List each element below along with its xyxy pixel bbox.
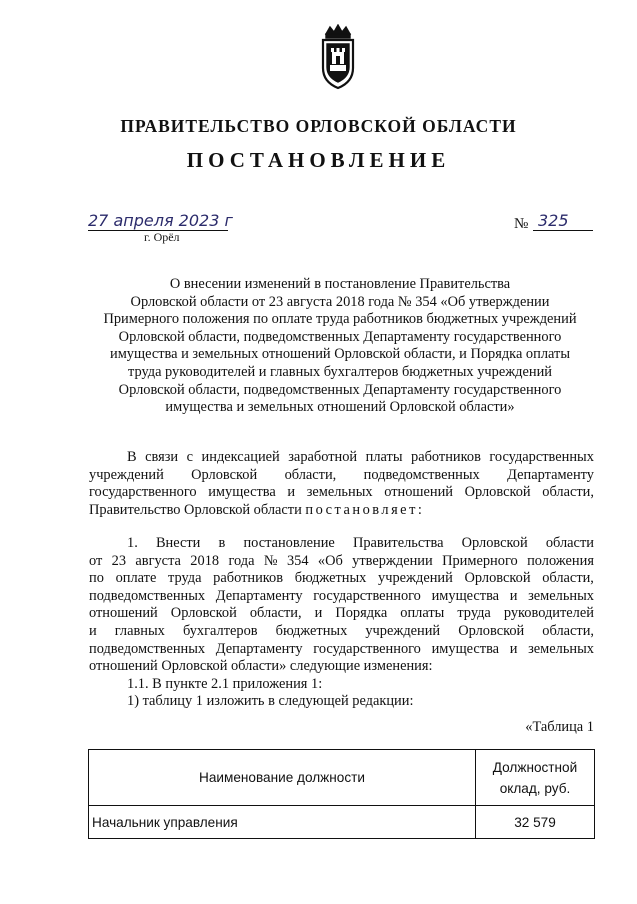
word: земельных — [528, 640, 594, 657]
word: работников — [411, 449, 481, 465]
salary-cell: 32 579 — [476, 806, 595, 839]
word: отношений — [384, 484, 453, 501]
word: 2018 — [190, 552, 220, 569]
position-cell: Начальник управления — [89, 806, 476, 839]
word: Орловской — [170, 605, 237, 622]
word: учреждений — [378, 570, 453, 587]
word: Внести — [155, 535, 201, 551]
word: государственных — [489, 449, 594, 465]
word: области, — [542, 570, 594, 587]
preamble-colon: : — [417, 501, 422, 518]
document-subject — [80, 276, 600, 417]
word: труда — [457, 605, 491, 622]
justified-line — [89, 535, 594, 553]
subject-line: О внесении изменений в постановление Правительства — [169, 276, 511, 292]
subject-line: труда руководителей и главных бухгалтеров бюджетных учреждений — [127, 363, 552, 380]
word: Правительства — [352, 535, 444, 551]
word: земельных — [528, 587, 594, 604]
word: руководителей — [503, 605, 594, 622]
word: имущества — [431, 587, 500, 604]
word: государственного — [313, 587, 421, 604]
subject-line: Орловской области от 23 августа 2018 года № 354 «Об утверждении — [130, 293, 550, 310]
handwritten-date: 27 апреля 2023 г — [88, 211, 233, 230]
word: подведомственных — [89, 587, 206, 604]
word: государственного — [313, 640, 421, 657]
word: оплаты — [400, 605, 445, 622]
subject-line: имущества и земельных отношений Орловской области» — [165, 399, 515, 416]
subject-line: Орловской области, подведомственных Департаменту государственного — [118, 381, 562, 398]
column-header-position: Наименование должности — [89, 750, 476, 806]
word: В — [127, 449, 137, 465]
word: области, — [284, 466, 337, 483]
word: учреждений — [365, 622, 441, 639]
word: Орловской — [461, 535, 528, 551]
word: и — [314, 605, 323, 622]
word: постановление — [243, 535, 335, 551]
word: Департаменту — [215, 587, 303, 604]
justified-line — [89, 605, 594, 623]
word: подведомственных — [89, 640, 206, 657]
word: отношений — [89, 605, 158, 622]
column-header-salary: Должностной оклад, руб. — [476, 750, 595, 806]
word: утверждении — [352, 552, 433, 569]
word: связи — [145, 449, 179, 465]
word: государственного — [89, 484, 197, 501]
justified-line — [89, 484, 594, 502]
word: Орловской — [458, 622, 525, 639]
word: 23 — [111, 552, 127, 569]
organization-name: ПРАВИТЕЛЬСТВО ОРЛОВСКОЙ ОБЛАСТИ — [120, 116, 517, 136]
document-type-title: ПОСТАНОВЛЕНИЕ — [186, 148, 451, 172]
word: августа — [135, 552, 181, 569]
word: 1. — [127, 535, 138, 551]
word: бухгалтеров — [182, 622, 258, 639]
preamble-text: Правительство Орловской области — [89, 501, 306, 518]
table-row — [89, 806, 595, 839]
justified-line — [89, 588, 594, 606]
number-sign: № — [514, 216, 529, 232]
clause-1 — [89, 535, 594, 711]
word: и — [509, 587, 518, 604]
decree-verb: постановляет — [305, 501, 418, 518]
word: бюджетных — [275, 622, 348, 639]
word: Орловской — [191, 466, 258, 483]
handwritten-number: 325 — [538, 211, 569, 230]
word: труда — [168, 570, 202, 587]
word: и — [509, 640, 518, 657]
word: бюджетных — [294, 570, 367, 587]
word: подведомственных — [363, 466, 480, 483]
word: в — [218, 535, 226, 551]
word: имущества — [208, 484, 276, 501]
number-underline — [533, 230, 593, 231]
word: области — [545, 535, 594, 551]
word: заработной — [288, 449, 358, 465]
preamble-paragraph — [89, 449, 594, 519]
city-label: г. Орёл — [144, 230, 180, 244]
word: по — [89, 570, 104, 587]
coat-of-arms-icon — [317, 24, 359, 90]
justified-line — [89, 449, 594, 467]
justified-line — [89, 570, 594, 588]
word: имущества — [431, 640, 500, 657]
word: работников — [213, 570, 284, 587]
word: платы — [365, 449, 403, 465]
word: и — [89, 622, 97, 639]
table-header-row — [89, 750, 595, 806]
subclause-item-1: 1) таблицу 1 изложить в следующей редакции: — [127, 693, 414, 710]
word: земельных — [306, 484, 373, 501]
salary-table — [88, 749, 595, 839]
justified-line — [89, 553, 594, 571]
word: «Об — [317, 552, 343, 569]
subclause-1-1: 1.1. В пункте 2.1 приложения 1: — [127, 675, 323, 692]
word: области, — [542, 484, 594, 501]
word: оплате — [115, 570, 157, 587]
table-caption: «Таблица 1 — [525, 719, 594, 735]
word: Департаменту — [507, 466, 594, 483]
paragraph-last-line — [89, 502, 594, 520]
word: года — [228, 552, 255, 569]
word: положения — [527, 552, 594, 569]
word: с — [186, 449, 194, 465]
word: от — [89, 552, 103, 569]
word: Орловской — [464, 484, 531, 501]
justified-line — [89, 467, 594, 485]
word: индексацией — [201, 449, 280, 465]
word: Департаменту — [215, 640, 303, 657]
word: Орловской — [464, 570, 531, 587]
word: главных — [114, 622, 165, 639]
justified-line — [89, 623, 594, 641]
word: Примерного — [442, 552, 518, 569]
word: области, — [249, 605, 302, 622]
word: области, — [542, 622, 594, 639]
word: Порядка — [335, 605, 388, 622]
word: 354 — [286, 552, 309, 569]
word: учреждений — [89, 466, 164, 483]
paragraph-last-line: отношений Орловской области» следующие изменения: — [89, 658, 433, 675]
subject-line: имущества и земельных отношений Орловской области, и Порядка оплаты — [110, 346, 570, 363]
subject-line: Орловской области, подведомственных Департаменту государственного — [118, 328, 562, 345]
subject-line: Примерного положения по оплате труда работников бюджетных учреждений — [103, 311, 577, 328]
word: и — [287, 484, 296, 501]
word: № — [263, 552, 278, 569]
justified-line — [89, 641, 594, 659]
